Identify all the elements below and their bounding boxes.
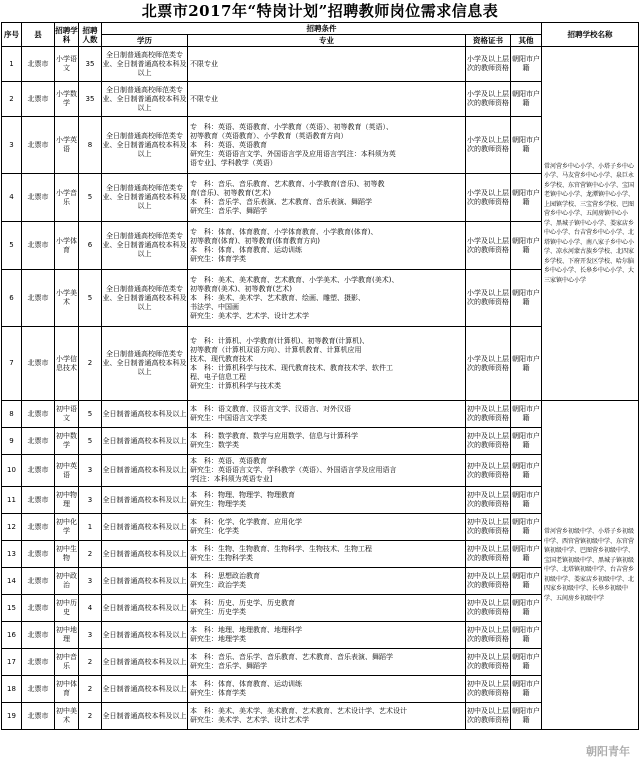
row-cert: 初中及以上层次的教师资格 bbox=[466, 568, 511, 595]
row-no: 17 bbox=[2, 649, 22, 676]
row-cert: 小学及以上层次的教师资格 bbox=[466, 47, 511, 82]
row-edu: 全日制普通高校本科及以上 bbox=[102, 401, 188, 428]
major-line: 技术、现代教育技术 bbox=[190, 354, 253, 363]
row-county: 北票市 bbox=[22, 174, 55, 222]
school-primary: 常河营乡中心小学、小塔子乡中心小学、马友营乡中心小学、泉巨永乡学校、东官营镇中心小学、宝国老镇中心小学、龙潭镇中心小学、上园镇学校、三宝营乡学校、巴图营乡中心小学、五间房镇中心小学、黑城子镇中心小学、娄家店乡中心小学、台吉营乡中心小学、北塔镇中心小学、南八家子乡中心小学、凉水河蒙古族乡学校、北四家乡学校、下府开发区学校、哈尔脑乡中心小学、长皋乡中心小学、大三家镇中心小学 bbox=[542, 47, 639, 401]
row-edu: 全日制普通高校师范类专业、全日制普通高校本科及以上 bbox=[102, 270, 188, 327]
row-cert: 初中及以上层次的教师资格 bbox=[466, 514, 511, 541]
row-major bbox=[188, 649, 466, 676]
major-line: 本 科：音乐学、音乐表演、艺术教育、音乐表演、舞蹈学 bbox=[190, 197, 372, 206]
row-major bbox=[188, 487, 466, 514]
row-no: 4 bbox=[2, 174, 22, 222]
row-no: 7 bbox=[2, 327, 22, 401]
major-line: 专 科：计算机、小学教育(计算机)、初等教育(计算机)、 bbox=[190, 336, 369, 345]
row-county: 北票市 bbox=[22, 595, 55, 622]
row-major bbox=[188, 455, 466, 487]
row-county: 北票市 bbox=[22, 270, 55, 327]
row-other: 朝阳市户籍 bbox=[511, 117, 542, 174]
row-other: 朝阳市户籍 bbox=[511, 82, 542, 117]
row-no: 19 bbox=[2, 703, 22, 730]
major-line: 本 科：音乐、音乐学、音乐教育、艺术教育、音乐表演、舞蹈学 bbox=[190, 653, 393, 661]
row-no: 9 bbox=[2, 428, 22, 455]
table-body bbox=[2, 47, 639, 730]
major-line: 研究生：音乐学、舞蹈学 bbox=[190, 662, 267, 670]
major-line: 本 科：体育、体育教育、运动训练 bbox=[190, 680, 302, 688]
row-subject: 小学体育 bbox=[55, 222, 79, 270]
row-count: 3 bbox=[79, 568, 102, 595]
row-county: 北票市 bbox=[22, 117, 55, 174]
row-count: 2 bbox=[79, 327, 102, 401]
row-subject: 初中政治 bbox=[55, 568, 79, 595]
row-cert: 初中及以上层次的教师资格 bbox=[466, 703, 511, 730]
row-subject: 初中地理 bbox=[55, 622, 79, 649]
major-line: 专 科：美术、美术教育、艺术教育、小学美术、小学教育(美术)、 bbox=[190, 275, 399, 284]
row-count: 2 bbox=[79, 541, 102, 568]
row-count: 5 bbox=[79, 174, 102, 222]
row-no: 15 bbox=[2, 595, 22, 622]
row-count: 1 bbox=[79, 514, 102, 541]
major-line: 研究生：音乐学、舞蹈学 bbox=[190, 206, 267, 215]
row-county: 北票市 bbox=[22, 568, 55, 595]
row-major bbox=[188, 270, 466, 327]
row-count: 4 bbox=[79, 595, 102, 622]
row-other: 朝阳市户籍 bbox=[511, 649, 542, 676]
row-county: 北票市 bbox=[22, 222, 55, 270]
row-edu: 全日制普通高校师范类专业、全日制普通高校本科及以上 bbox=[102, 82, 188, 117]
row-edu: 全日制普通高校本科及以上 bbox=[102, 649, 188, 676]
row-major bbox=[188, 595, 466, 622]
row-subject: 小学语文 bbox=[55, 47, 79, 82]
school-middle: 常河营乡初级中学、小塔子乡初级中学、西官营镇初级中学、东官营镇初级中学、巴图营乡初级中学、宝国老镇初级中学、黑城子镇初级中学、北塔镇初级中学、台吉营乡初级中学、娄家店乡初级中学、北四家乡初级中学、长皋乡初级中学、五间房乡初级中学 bbox=[542, 401, 639, 730]
header-major: 专业 bbox=[188, 35, 466, 47]
row-other: 朝阳市户籍 bbox=[511, 455, 542, 487]
row-other: 朝阳市户籍 bbox=[511, 595, 542, 622]
row-major bbox=[188, 514, 466, 541]
row-major bbox=[188, 703, 466, 730]
row-cert: 初中及以上层次的教师资格 bbox=[466, 595, 511, 622]
row-other: 朝阳市户籍 bbox=[511, 703, 542, 730]
row-edu: 全日制普通高校师范类专业、全日制普通高校本科及以上 bbox=[102, 47, 188, 82]
row-other: 朝阳市户籍 bbox=[511, 327, 542, 401]
row-county: 北票市 bbox=[22, 47, 55, 82]
header-edu: 学历 bbox=[102, 35, 188, 47]
row-no: 1 bbox=[2, 47, 22, 82]
page-title: 北票市2017年“特岗计划”招聘教师岗位需求信息表 bbox=[141, 2, 499, 20]
major-line: 研究生：地理学类 bbox=[190, 635, 246, 643]
row-count: 2 bbox=[79, 676, 102, 703]
row-no: 3 bbox=[2, 117, 22, 174]
major-line: 本 科：生物、生物教育、生物科学、生物技术、生物工程 bbox=[190, 545, 372, 553]
row-other: 朝阳市户籍 bbox=[511, 428, 542, 455]
major-line: 本 科：美术、美术学、美术教育、艺术教育、艺术设计学、艺术设计 bbox=[190, 707, 407, 715]
row-county: 北票市 bbox=[22, 622, 55, 649]
header-cert: 资格证书 bbox=[466, 35, 511, 47]
watermark-logo: 朝阳青年 bbox=[586, 745, 630, 758]
major-line: 研究生：英语语言文学、学科教学（英语）、外国语言学及应用语言 bbox=[190, 466, 397, 474]
row-no: 14 bbox=[2, 568, 22, 595]
row-other: 朝阳市户籍 bbox=[511, 487, 542, 514]
major-line: 书法学、中国画 bbox=[190, 302, 239, 311]
row-other: 朝阳市户籍 bbox=[511, 514, 542, 541]
major-line: 本 科：英语、英语教育 bbox=[190, 457, 267, 465]
row-count: 8 bbox=[79, 117, 102, 174]
row-subject: 初中历史 bbox=[55, 595, 79, 622]
major-line: 研究生：化学类 bbox=[190, 527, 239, 535]
row-county: 北票市 bbox=[22, 487, 55, 514]
row-cert: 小学及以上层次的教师资格 bbox=[466, 222, 511, 270]
row-subject: 初中英语 bbox=[55, 455, 79, 487]
major-line: 程、电子信息工程 bbox=[190, 372, 246, 381]
row-edu: 全日制普通高校师范类专业、全日制普通高校本科及以上 bbox=[102, 117, 188, 174]
major-line: 本 科：历史、历史学、历史教育 bbox=[190, 599, 295, 607]
row-major bbox=[188, 117, 466, 174]
row-no: 16 bbox=[2, 622, 22, 649]
row-major bbox=[188, 327, 466, 401]
major-line: 研究生：中国语言文学类 bbox=[190, 414, 267, 422]
row-subject: 小学英语 bbox=[55, 117, 79, 174]
major-line: 研究生：体育学类 bbox=[190, 254, 246, 263]
major-line: 不限专业 bbox=[190, 94, 218, 103]
row-cert: 初中及以上层次的教师资格 bbox=[466, 622, 511, 649]
major-line: 专 科：英语、英语教育、小学教育（英语）、初等教育（英语）、 bbox=[190, 122, 393, 131]
major-line: 研究生：体育学类 bbox=[190, 689, 246, 697]
major-line: 研究生：美术学、艺术学、设计艺术学 bbox=[190, 311, 309, 320]
row-county: 北票市 bbox=[22, 541, 55, 568]
row-count: 35 bbox=[79, 47, 102, 82]
header-count: 招聘人数 bbox=[79, 23, 102, 47]
row-major bbox=[188, 541, 466, 568]
row-edu: 全日制普通高校师范类专业、全日制普通高校本科及以上 bbox=[102, 222, 188, 270]
row-major bbox=[188, 174, 466, 222]
major-line: 育(音乐)、初等教育(艺术) bbox=[190, 188, 271, 197]
row-count: 6 bbox=[79, 222, 102, 270]
row-cert: 小学及以上层次的教师资格 bbox=[466, 82, 511, 117]
row-major bbox=[188, 222, 466, 270]
row-subject: 小学音乐 bbox=[55, 174, 79, 222]
table-row bbox=[2, 47, 639, 82]
row-count: 3 bbox=[79, 622, 102, 649]
major-line: 初等教育（英语教育）、小学教育（英语教育方向） bbox=[190, 131, 348, 140]
row-major bbox=[188, 622, 466, 649]
major-line: 本 科：计算机科学与技术、现代教育技术、教育技术学、软件工 bbox=[190, 363, 393, 372]
major-line: 研究生：历史学类 bbox=[190, 608, 246, 616]
row-other: 朝阳市户籍 bbox=[511, 541, 542, 568]
row-county: 北票市 bbox=[22, 703, 55, 730]
major-line: 语专业]、学科教学（英语） bbox=[190, 158, 277, 167]
row-edu: 全日制普通高校本科及以上 bbox=[102, 703, 188, 730]
major-line: 不限专业 bbox=[190, 59, 218, 68]
header-conditions: 招聘条件 bbox=[102, 23, 542, 35]
row-count: 5 bbox=[79, 270, 102, 327]
row-edu: 全日制普通高校本科及以上 bbox=[102, 568, 188, 595]
major-line: 初等教育(美术)、初等教育(艺术) bbox=[190, 284, 292, 293]
row-no: 2 bbox=[2, 82, 22, 117]
major-line: 本 科：体育、体育教育、运动训练 bbox=[190, 245, 302, 254]
row-subject: 小学信息技术 bbox=[55, 327, 79, 401]
row-subject: 初中语文 bbox=[55, 401, 79, 428]
major-line: 专 科：音乐、音乐教育、艺术教育、小学教育(音乐)、初等教 bbox=[190, 179, 385, 188]
major-line: 专 科：体育、体育教育、小学体育教育、小学教育(体育)、 bbox=[190, 227, 378, 236]
major-line: 研究生：英语语言文学、外国语言学及应用语言学[注：本科须为英 bbox=[190, 149, 396, 158]
row-other: 朝阳市户籍 bbox=[511, 174, 542, 222]
major-line: 研究生：生物科学类 bbox=[190, 554, 253, 562]
row-edu: 全日制普通高校本科及以上 bbox=[102, 541, 188, 568]
row-count: 35 bbox=[79, 82, 102, 117]
table-row bbox=[2, 401, 639, 428]
row-major bbox=[188, 568, 466, 595]
row-no: 18 bbox=[2, 676, 22, 703]
row-no: 6 bbox=[2, 270, 22, 327]
row-county: 北票市 bbox=[22, 82, 55, 117]
major-line: 研究生：政治学类 bbox=[190, 581, 246, 589]
row-county: 北票市 bbox=[22, 455, 55, 487]
row-edu: 全日制普通高校本科及以上 bbox=[102, 487, 188, 514]
major-line: 本 科：语文教育、汉语言文学、汉语言、对外汉语 bbox=[190, 405, 351, 413]
major-line: 初等教育（计算机双语方向）、计算机教育、计算机应用 bbox=[190, 345, 362, 354]
row-subject: 初中生物 bbox=[55, 541, 79, 568]
row-count: 5 bbox=[79, 428, 102, 455]
row-edu: 全日制普通高校本科及以上 bbox=[102, 622, 188, 649]
row-cert: 小学及以上层次的教师资格 bbox=[466, 270, 511, 327]
row-major bbox=[188, 676, 466, 703]
header-other: 其他 bbox=[511, 35, 542, 47]
row-major bbox=[188, 82, 466, 117]
row-other: 朝阳市户籍 bbox=[511, 622, 542, 649]
row-count: 2 bbox=[79, 649, 102, 676]
major-line: 学[注：本科须为英语专业] bbox=[190, 475, 273, 483]
row-cert: 初中及以上层次的教师资格 bbox=[466, 428, 511, 455]
row-subject: 初中数学 bbox=[55, 428, 79, 455]
row-edu: 全日制普通高校本科及以上 bbox=[102, 428, 188, 455]
header-county: 县 bbox=[22, 23, 55, 47]
row-major bbox=[188, 428, 466, 455]
row-major bbox=[188, 401, 466, 428]
row-cert: 初中及以上层次的教师资格 bbox=[466, 455, 511, 487]
major-line: 本 科：思想政治教育 bbox=[190, 572, 260, 580]
row-other: 朝阳市户籍 bbox=[511, 401, 542, 428]
header-school: 招聘学校名称 bbox=[542, 23, 639, 47]
major-line: 本 科：物理、物理学、物理教育 bbox=[190, 491, 295, 499]
row-edu: 全日制普通高校本科及以上 bbox=[102, 455, 188, 487]
row-other: 朝阳市户籍 bbox=[511, 47, 542, 82]
row-edu: 全日制普通高校本科及以上 bbox=[102, 595, 188, 622]
row-county: 北票市 bbox=[22, 649, 55, 676]
row-no: 12 bbox=[2, 514, 22, 541]
row-count: 5 bbox=[79, 401, 102, 428]
row-cert: 小学及以上层次的教师资格 bbox=[466, 327, 511, 401]
row-cert: 初中及以上层次的教师资格 bbox=[466, 401, 511, 428]
row-other: 朝阳市户籍 bbox=[511, 222, 542, 270]
recruitment-table bbox=[1, 22, 639, 730]
major-line: 本 科：英语、英语教育 bbox=[190, 140, 267, 149]
row-edu: 全日制普通高校师范类专业、全日制普通高校本科及以上 bbox=[102, 174, 188, 222]
row-county: 北票市 bbox=[22, 676, 55, 703]
row-cert: 初中及以上层次的教师资格 bbox=[466, 487, 511, 514]
major-line: 研究生：物理学类 bbox=[190, 500, 246, 508]
row-edu: 全日制普通高校本科及以上 bbox=[102, 514, 188, 541]
header-subject: 招聘学科 bbox=[55, 23, 79, 47]
row-cert: 小学及以上层次的教师资格 bbox=[466, 174, 511, 222]
row-edu: 全日制普通高校本科及以上 bbox=[102, 676, 188, 703]
row-no: 8 bbox=[2, 401, 22, 428]
row-no: 13 bbox=[2, 541, 22, 568]
row-no: 5 bbox=[2, 222, 22, 270]
row-cert: 初中及以上层次的教师资格 bbox=[466, 541, 511, 568]
row-county: 北票市 bbox=[22, 514, 55, 541]
major-line: 初等教育(体育)、初等教育(体育教育方向) bbox=[190, 236, 320, 245]
row-no: 10 bbox=[2, 455, 22, 487]
row-cert: 初中及以上层次的教师资格 bbox=[466, 649, 511, 676]
major-line: 本 科：地理、地理教育、地理科学 bbox=[190, 626, 302, 634]
row-no: 11 bbox=[2, 487, 22, 514]
row-county: 北票市 bbox=[22, 428, 55, 455]
row-count: 2 bbox=[79, 703, 102, 730]
row-other: 朝阳市户籍 bbox=[511, 568, 542, 595]
major-line: 研究生：数学类 bbox=[190, 441, 239, 449]
row-subject: 小学美术 bbox=[55, 270, 79, 327]
row-count: 3 bbox=[79, 487, 102, 514]
major-line: 研究生：计算机科学与技术类 bbox=[190, 381, 281, 390]
row-other: 朝阳市户籍 bbox=[511, 270, 542, 327]
row-subject: 初中音乐 bbox=[55, 649, 79, 676]
row-cert: 小学及以上层次的教师资格 bbox=[466, 117, 511, 174]
row-count: 3 bbox=[79, 455, 102, 487]
row-subject: 初中体育 bbox=[55, 676, 79, 703]
row-subject: 小学数学 bbox=[55, 82, 79, 117]
row-county: 北票市 bbox=[22, 327, 55, 401]
major-line: 研究生：美术学、艺术学、设计艺术学 bbox=[190, 716, 309, 724]
row-major bbox=[188, 47, 466, 82]
row-subject: 初中化学 bbox=[55, 514, 79, 541]
major-line: 本 科：化学、化学教育、应用化学 bbox=[190, 518, 302, 526]
row-edu: 全日制普通高校师范类专业、全日制普通高校本科及以上 bbox=[102, 327, 188, 401]
header-no: 序号 bbox=[2, 23, 22, 47]
row-other: 朝阳市户籍 bbox=[511, 676, 542, 703]
major-line: 本 科：美术、美术学、艺术教育、绘画、雕塑、摄影、 bbox=[190, 293, 365, 302]
row-subject: 初中美术 bbox=[55, 703, 79, 730]
row-county: 北票市 bbox=[22, 401, 55, 428]
major-line: 本 科：数学教育、数学与应用数学、信息与计算科学 bbox=[190, 432, 358, 440]
row-subject: 初中物理 bbox=[55, 487, 79, 514]
row-cert: 初中及以上层次的教师资格 bbox=[466, 676, 511, 703]
